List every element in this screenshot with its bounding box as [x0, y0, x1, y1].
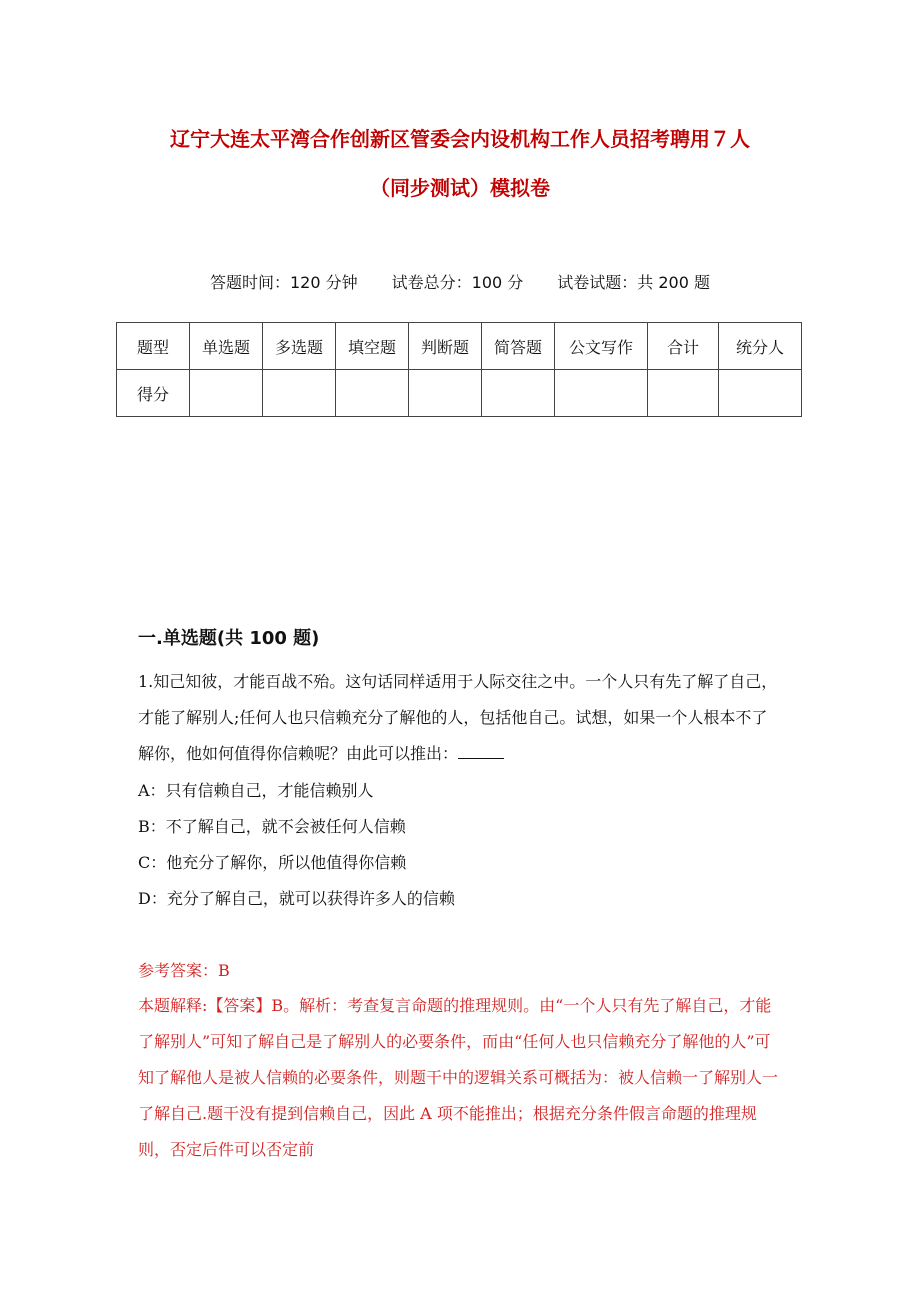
exam-time: 答题时间：120 分钟	[210, 273, 358, 292]
exam-question-count: 试卷试题：共 200 题	[557, 273, 710, 292]
score-cell	[409, 370, 482, 417]
answer-explanation: 本题解释:【答案】B。解析：考查复言命题的推理规则。由“一个人只有先了解自己，才能了解别人”可知了解自己是了解别人的必要条件，而由“任何人也只信赖充分了解他的人”可知了解他人是被人信赖的必要条件，则题干中的逻辑关系可概括为：被人信赖一了解别人一了解自己.题干没有提到信赖自己，因此 A 项不能推出；根据充分条件假言命题的推理规则，否定后件可以否定前	[138, 996, 779, 1159]
question-stem	[138, 664, 778, 772]
score-table	[116, 322, 802, 417]
score-header-cell: 题型	[117, 323, 190, 370]
exam-meta	[0, 270, 920, 293]
option-c: C：他充分了解你，所以他值得你信赖	[138, 853, 407, 872]
score-cell	[336, 370, 409, 417]
score-header-cell: 填空题	[336, 323, 409, 370]
reference-answer: 参考答案：B	[138, 961, 230, 980]
question-text: 1.知己知彼，才能百战不殆。这句话同样适用于人际交往之中。一个人只有先了解了自己，才能了解别人;任何人也只信赖充分了解他的人，包括他自己。试想，如果一个人根本不了解你，他如何值得你信赖呢？由此可以推出：	[138, 672, 778, 763]
score-table-score-row	[117, 370, 802, 417]
score-cell	[648, 370, 719, 417]
score-row-label: 得分	[117, 370, 190, 417]
option-b: B：不了解自己，就不会被任何人信赖	[138, 817, 406, 836]
score-cell	[263, 370, 336, 417]
score-header-cell: 公文写作	[555, 323, 648, 370]
answer-blank	[458, 744, 504, 759]
score-cell	[719, 370, 802, 417]
document-title-line1: 辽宁大连太平湾合作创新区管委会内设机构工作人员招考聘用７人	[170, 127, 750, 151]
score-header-cell: 单选题	[190, 323, 263, 370]
exam-total-score: 试卷总分：100 分	[391, 273, 524, 292]
score-cell	[190, 370, 263, 417]
option-a: A：只有信赖自己，才能信赖别人	[138, 781, 374, 800]
section-title: 一.单选题(共 100 题)	[138, 628, 320, 649]
score-header-cell: 统分人	[719, 323, 802, 370]
score-header-cell: 多选题	[263, 323, 336, 370]
score-table-header-row	[117, 323, 802, 370]
score-header-cell: 合计	[648, 323, 719, 370]
document-title-line2: （同步测试）模拟卷	[370, 176, 550, 200]
option-d: D：充分了解自己，就可以获得许多人的信赖	[138, 889, 455, 908]
score-header-cell: 简答题	[482, 323, 555, 370]
score-header-cell: 判断题	[409, 323, 482, 370]
score-cell	[555, 370, 648, 417]
score-cell	[482, 370, 555, 417]
